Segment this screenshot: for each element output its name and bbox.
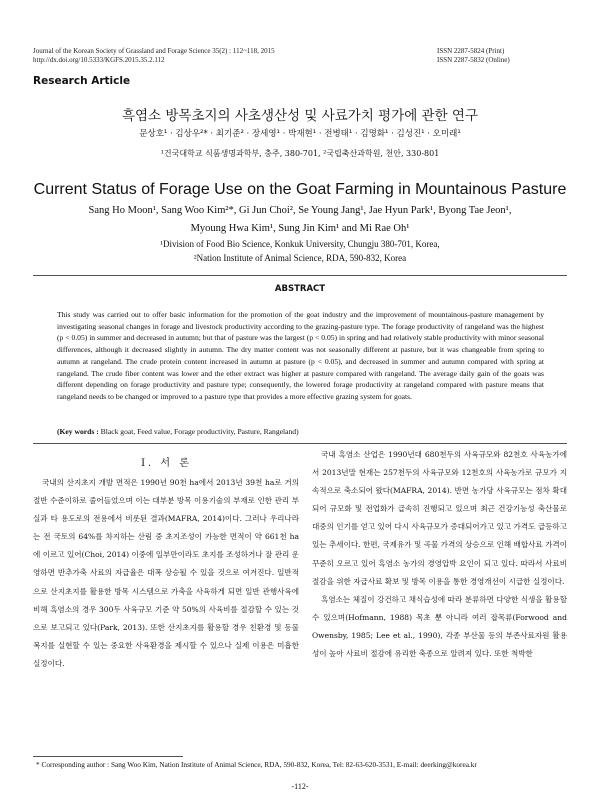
affiliation-english-2: ²Nation Institute of Animal Science, RDA, 590-832, Korea: [193, 253, 407, 263]
corresponding-author-footnote: * Corresponding author : Sang Woo Kim, Nation Institute of Animal Science, RDA, 590-832, Korea, Tel: 82-63-620-3531, E-mail: deerking@korea.kr: [36, 760, 477, 769]
affiliation-english: [0, 237, 600, 265]
right-paragraph-1: 국내 흑염소 산업은 1990년대 680천두의 사육규모와 82천호 사육농가에서 2013년말 현재는 257천두의 사육규모와 12천호의 사육농가로 규모가 지속적으로 축소되어 왔다(MAFRA, 2014). 반면 농가당 사육규모는 점차 확대되어 규모화 및 전업화가 급속히 진행되고 있으며 최근 건강기능성 축산물로 대중의 인기를 얻고 있어 다시 사육규모가 증대되어가고 있고 가격도 급등하고 있는 추세이다. 한편, 국제유가 및 곡물 가격의 상승으로 인해 배합사료 가격이 꾸준히 오르고 있어 흑염소 농가의 경영압박 요인이 되고 있다. 따라서 사료비 절감을 위한 자급사료 확보 및 방목 이용을 통한 경영개선이 시급한 실정이다.: [312, 450, 567, 586]
title-korean: 흑염소 방목초지의 사초생산성 및 사료가치 평가에 관한 연구: [121, 108, 479, 124]
authors-english-line2: Myoung Hwa Kim¹, Sung Jin Kim¹ and Mi Rae Oh¹: [190, 223, 410, 234]
journal-header: [33, 47, 353, 65]
right-column: [312, 446, 567, 663]
page-number: -112-: [291, 782, 309, 791]
authors-english-line1: Sang Ho Moon¹, Sang Woo Kim²*, Gi Jun Choi², Se Young Jang¹, Jae Hyun Park¹, Byong Tae Jeon¹,: [88, 205, 512, 216]
issn-print: ISSN 2287-5824 (Print): [437, 47, 505, 55]
keywords-label: (Key words :: [57, 427, 99, 436]
affiliation-korean: ¹건국대학교 식품생명과학부, 충주, 380-701, ²국립축산과학원, 천안, 330-801: [160, 149, 440, 158]
authors-korean: 문상호¹ · 김상우²* · 최기준² · 장세영¹ · 박재현¹ · 전병태¹ · 김명화¹ · 김성진¹ · 오미래¹: [139, 129, 461, 139]
left-paragraph: 국내의 산지초지 개발 면적은 1990년 90천 ha에서 2013년 39천 ha로 거의 절반 수준이하로 줄어들었으며 이는 대부분 방목 이용기술의 부재로 인한 관리 부실과 타 용도로의 전용에서 비롯된 결과(MAFRA, 2014)이다. 그러나 우리나라는 전 국토의 64%를 차지하는 산림 중 초지조성이 가능한 면적이 약 661천 ha에 이르고 있어(Choi, 2014) 이중에 일부만이라도 초지를 조성하거나 잘 관리 운영하면 반추가축 사료의 자급율은 대폭 상승될 수 있을 것으로 여겨진다. 일반적으로 산지초지를 활용한 방목 시스템으로 가축을 사육하게 되면 일반 관행사육에 비해 흑염소의 경우 300두 사육규모 기준 약 50%의 사육비를 절감할 수 있는 것으로 보고되고 있다(Park, 2013). 또한 산지초지를 활용할 경우 친환경 및 동물복지를 실현할 수 있는 중요한 사육환경을 제시할 수 있으나 실제 이용은 미흡한 실정이다.: [33, 478, 299, 668]
right-paragraph-2: 흑염소는 체질이 강건하고 채식습성에 따라 분류하면 다양한 식생을 활용할 수 있으며(Hofmann, 1988) 목초 뿐 아니라 여러 잡목류(Forwood and Owensby, 1985; Lee et al., 1990), 각종 부산물 등의 부존사료자원 활용성이 높아 사료비 절감에 유리한 축종으로 알려져 있다. 또한 척박한: [312, 594, 567, 659]
footnote-rule: [33, 756, 183, 757]
article-type: Research Article: [33, 75, 131, 87]
abstract-heading: ABSTRACT: [274, 284, 326, 294]
title-english: Current Status of Forage Use on the Goat Farming in Mountainous Pasture: [33, 181, 567, 198]
issn-online: ISSN 2287-5832 (Online): [437, 56, 510, 64]
keywords: [57, 427, 544, 436]
abstract-text: This study was carried out to offer basic information for the promotion of the goat industry and the improvement of mountainous-pasture management by investigating seasonal changes in forage and livestock productivity according to the grazing-pasture type. The forage productivity of rangeland was the highest (p < 0.05) in summer and decreased in autumn; but that of pasture was the largest (p < 0.05) in spring and had relatively stable productivity with minor seasonal differences, although it decreased slightly in autumn. The dry matter content was not seasonally different at pasture, but it was changeable from spring to autumn at rangeland. The crude protein content increased in autumn at pasture (p < 0.05), and decreased in summer and autumn compared with spring at rangeland. The crude fiber content was lower and the ether extract was higher at pasture compared with rangeland. The average daily gain of the goats was different depending on forage productivity and pasture type; consequently, the lowered forage productivity at rangeland compared with pasture means that rangeland needs to be changed or improved to a pasture type that provides a more effective grazing system for goats.: [57, 310, 544, 401]
left-column: [33, 474, 299, 673]
issn-block: [437, 47, 577, 65]
affiliation-english-1: ¹Division of Food Bio Science, Konkuk University, Chungju 380-701, Korea,: [160, 239, 440, 249]
doi-link[interactable]: http://dx.doi.org/10.5333/KGFS.2015.35.2.112: [33, 56, 165, 64]
journal-citation: Journal of the Korean Society of Grassland and Forage Science 35(2) : 112~118, 2015: [33, 47, 275, 55]
authors-english: [70, 202, 530, 238]
keywords-text: Black goat, Feed value, Forage productivity, Pasture, Rangeland): [100, 427, 299, 436]
abstract-top-rule: [33, 275, 567, 276]
abstract-bottom-rule: [33, 443, 567, 444]
section-heading-introduction: Ⅰ. 서 론: [141, 458, 192, 469]
